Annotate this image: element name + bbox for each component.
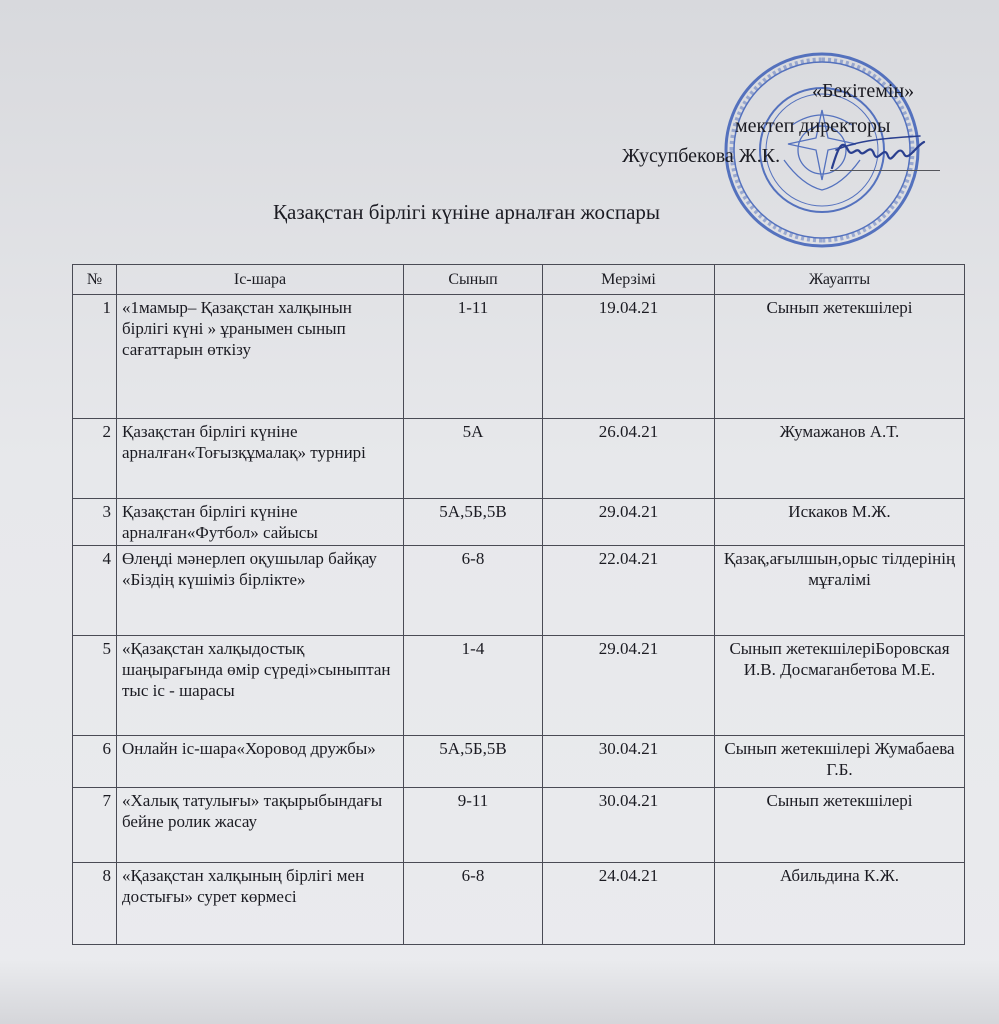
- photo-shadow: [0, 960, 999, 1024]
- row-date: 30.04.21: [543, 788, 715, 863]
- row-class: 5А,5Б,5В: [404, 499, 543, 546]
- row-date: 29.04.21: [543, 636, 715, 736]
- row-date: 22.04.21: [543, 546, 715, 636]
- table-row: [73, 636, 965, 736]
- row-responsible: Сынып жетекшілері: [715, 295, 965, 419]
- row-responsible: Сынып жетекшілері: [715, 788, 965, 863]
- table-row: [73, 499, 965, 546]
- row-event: Өлеңді мәнерлеп оқушылар байқау «Біздің күшіміз бірлікте»: [117, 546, 404, 636]
- row-number: 1: [73, 295, 117, 419]
- row-class: 9-11: [404, 788, 543, 863]
- row-responsible: Қазақ,ағылшын,орыс тілдерінің мұғалімі: [715, 546, 965, 636]
- row-class: 1-4: [404, 636, 543, 736]
- document-title: Қазақстан бірлігі күніне арналған жоспары: [273, 200, 661, 224]
- row-class: 5А: [404, 419, 543, 499]
- approval-director-name: Жусупбекова Ж.К.: [622, 145, 781, 167]
- row-responsible: Абильдина К.Ж.: [715, 863, 965, 945]
- header-event: Іс-шара: [117, 265, 404, 295]
- table-row: [73, 419, 965, 499]
- approval-role: мектеп директоры: [735, 115, 891, 137]
- row-event: «Қазақстан халқының бірлігі мен достығы» сурет көрмесі: [117, 863, 404, 945]
- row-number: 7: [73, 788, 117, 863]
- row-event: «Халық татулығы» тақырыбындағы бейне ролик жасау: [117, 788, 404, 863]
- row-event: «1мамыр– Қазақстан халқынын бірлігі күні » ұранымен сынып сағаттарын өткізу: [117, 295, 404, 419]
- row-event: Онлайн іс-шара«Хоровод дружбы»: [117, 736, 404, 788]
- row-date: 19.04.21: [543, 295, 715, 419]
- row-number: 8: [73, 863, 117, 945]
- header-responsible: Жауапты: [715, 265, 965, 295]
- row-number: 3: [73, 499, 117, 546]
- events-plan-table: [72, 264, 965, 945]
- table-row: [73, 736, 965, 788]
- header-date: Мерзімі: [543, 265, 715, 295]
- header-number: №: [73, 265, 117, 295]
- row-number: 6: [73, 736, 117, 788]
- row-number: 4: [73, 546, 117, 636]
- row-class: 1-11: [404, 295, 543, 419]
- row-class: 6-8: [404, 546, 543, 636]
- row-number: 2: [73, 419, 117, 499]
- row-responsible: Жумажанов А.Т.: [715, 419, 965, 499]
- table-header-row: [73, 265, 965, 295]
- table-row: [73, 788, 965, 863]
- row-responsible: Искаков М.Ж.: [715, 499, 965, 546]
- row-event: «Қазақстан халқыдостық шаңырағында өмір сүреді»сыныптан тыс іс - шарасы: [117, 636, 404, 736]
- row-date: 24.04.21: [543, 863, 715, 945]
- handwritten-signature: [828, 128, 928, 178]
- row-date: 29.04.21: [543, 499, 715, 546]
- table-row: [73, 863, 965, 945]
- row-class: 6-8: [404, 863, 543, 945]
- row-responsible: Сынып жетекшілеріБоровская И.В. Досмаганбетова М.Е.: [715, 636, 965, 736]
- header-class: Сынып: [404, 265, 543, 295]
- row-event: Қазақстан бірлігі күніне арналған«Футбол» сайысы: [117, 499, 404, 546]
- row-number: 5: [73, 636, 117, 736]
- row-class: 5А,5Б,5В: [404, 736, 543, 788]
- table-row: [73, 295, 965, 419]
- row-date: 26.04.21: [543, 419, 715, 499]
- row-date: 30.04.21: [543, 736, 715, 788]
- table-row: [73, 546, 965, 636]
- row-event: Қазақстан бірлігі күніне арналған«Тоғызқұмалақ» турнирі: [117, 419, 404, 499]
- approval-title: «Бекітемін»: [812, 80, 915, 102]
- row-responsible: Сынып жетекшілері Жумабаева Г.Б.: [715, 736, 965, 788]
